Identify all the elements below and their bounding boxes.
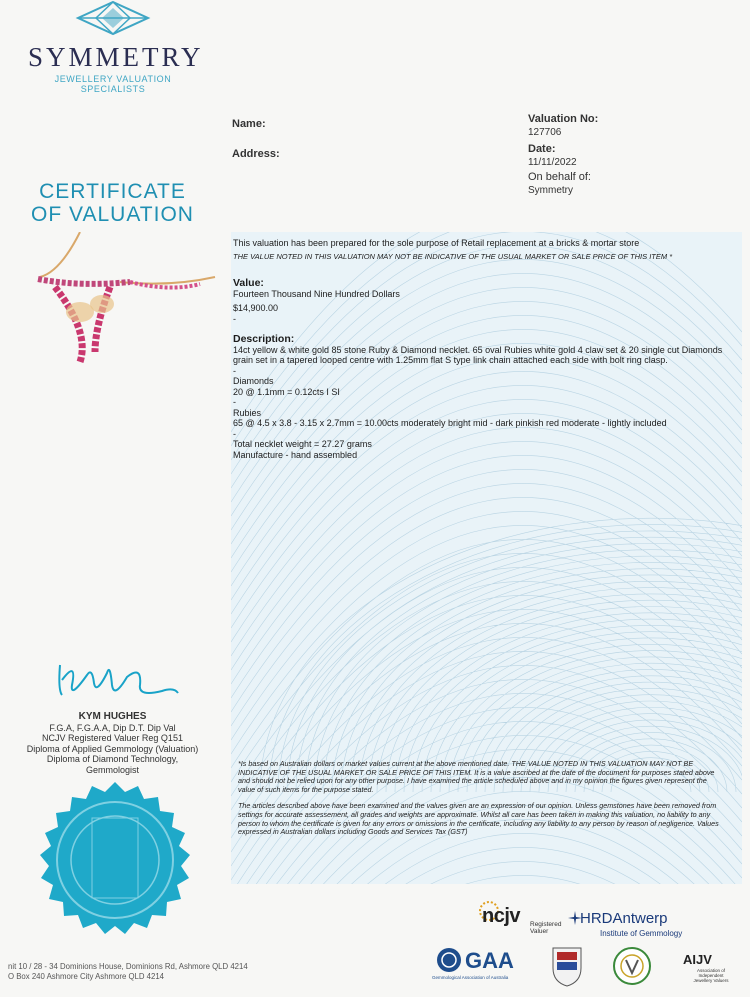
address-line: nit 10 / 28 - 34 Dominions House, Dominions Rd, Ashmore QLD 4214 xyxy=(8,962,248,971)
total-weight: Total necklet weight = 27.27 grams xyxy=(233,439,372,449)
date-label: Date: xyxy=(528,143,556,155)
valuer-line: NCJV Registered Valuer Reg Q151 xyxy=(42,733,183,743)
necklace-photo xyxy=(20,232,220,372)
diamonds-detail: 20 @ 1.1mm = 0.12cts I SI xyxy=(233,386,340,397)
seal-stamp-icon xyxy=(30,778,200,948)
gaa-globe-icon xyxy=(435,946,463,974)
footnotes xyxy=(238,760,720,845)
valuer-line: Gemmologist xyxy=(85,764,139,775)
valuation-no-label: Valuation No: xyxy=(528,113,599,125)
manufacture: Manufacture - hand assembled xyxy=(233,449,358,460)
dash: - xyxy=(233,313,236,324)
ncjv-logo: ncjv xyxy=(482,905,521,927)
rubies-detail: 65 @ 4.5 x 3.8 - 3.15 x 2.7mm = 10.00cts moderately bright mid - dark pinkish red moderate - lightly included xyxy=(233,418,667,428)
dash: - xyxy=(233,428,236,439)
on-behalf-value: Symmetry xyxy=(528,185,573,196)
valuer-line: F.G.A, F.G.A.A, Dip D.T. Dip Val xyxy=(49,722,176,733)
valuation-info xyxy=(528,113,598,197)
valuer-signature xyxy=(52,655,182,708)
valuer-line: Diploma of Diamond Technology, xyxy=(46,754,179,764)
address-label: Address: xyxy=(232,148,280,160)
rubies-label: Rubies xyxy=(233,407,262,418)
disclaimer-text: THE VALUE NOTED IN THIS VALUATION MAY NOT BE INDICATIVE OF THE USUAL MARKET OR SALE PRICE OF THIS ITEM * xyxy=(233,251,673,261)
certificate-title-line1: CERTIFICATE xyxy=(39,180,186,203)
dash: - xyxy=(233,365,236,376)
footnote-liability: The articles described above have been examined and the values given are an expression of our opinion. Unless gemstones have been removed from settings for accurate assessement, all grades and weights are approximate. Whilst all care has been taken in making this valuation, no liability to any person to whom the certificate is given for any errors or omissions in the certificate, including any liability to any person by reason of negligence. Values expressed in Australian dollars including Goods and Services Tax (GST) xyxy=(238,801,719,837)
aijv-sub-line: Jewellery Valuers xyxy=(693,978,729,983)
valuer-name: KYM HUGHES xyxy=(78,711,147,722)
name-label: Name: xyxy=(232,118,266,130)
value-amount: $14,900.00 xyxy=(233,303,279,313)
purpose-text: This valuation has been prepared for the sole purpose of Retail replacement at a bricks & mortar store xyxy=(233,238,640,248)
ruby-necklace-icon xyxy=(20,232,220,372)
valuation-no: 127706 xyxy=(528,127,562,138)
hrd-logo: HRDAntwerp xyxy=(580,910,668,927)
diamonds-label: Diamonds xyxy=(233,376,274,386)
symmetry-logo xyxy=(28,0,204,94)
gaa-logo: GAA xyxy=(465,948,514,973)
valuation-content xyxy=(233,238,738,460)
signature-icon xyxy=(52,655,182,703)
gaa-subtitle: Gemmological Association of Australia xyxy=(432,975,509,980)
v-badge-icon xyxy=(612,946,652,986)
aijv-sub-line: Independent xyxy=(698,973,724,978)
brand-name: SYMMETRY xyxy=(28,42,204,72)
aijv-sub-line: Association of xyxy=(696,968,725,973)
value-label: Value: xyxy=(233,277,264,289)
valuation-date: 11/11/2022 xyxy=(528,157,577,168)
certificate-title-line2: OF VALUATION xyxy=(31,203,194,226)
address-line: O Box 240 Ashmore City Ashmore QLD 4214 xyxy=(8,972,165,981)
description-label: Description: xyxy=(233,333,295,345)
ncjv-sub-line: Registered xyxy=(530,921,562,928)
description-text: 14ct yellow & white gold 85 stone Ruby & Diamond necklet. 65 oval Rubies white gold 4 claw set & 20 single cut Diamonds grain set in a tapered looped centre with 1.25mm flat S type link chain attached each side with bolt ring clasp. xyxy=(233,344,723,365)
value-words: Fourteen Thousand Nine Hundred Dollars xyxy=(233,288,400,299)
aijv-subtitle xyxy=(680,968,742,983)
ncjv-subtitle xyxy=(530,921,561,935)
ncjv-sub-line: Valuer xyxy=(530,928,549,935)
registration-seal xyxy=(30,778,200,948)
hrd-subtitle: Institute of Gemmology xyxy=(600,929,683,938)
valuer-line: Diploma of Applied Gemmology (Valuation) xyxy=(26,743,199,754)
valuer-credentials xyxy=(20,712,205,775)
brand-tagline: JEWELLERY VALUATION SPECIALISTS xyxy=(54,74,172,94)
client-fields xyxy=(232,118,280,178)
dash: - xyxy=(233,397,236,407)
diamond-logo-icon xyxy=(74,0,152,36)
crest-icon xyxy=(549,944,585,988)
company-address xyxy=(8,962,248,982)
footnote-market-value: *Is based on Australian dollars or market values current at the above mentioned date. THE VALUE NOTED IN THIS VALUATION MAY NOT BE INDICATIVE OF THE USUAL MARKET OR SALE PRICE OF THIS ITEM. It is a value ascribed at the date of the document for purposes stated above and should not be relied upon for any other purpose. I have examined the article scheduled above and in my opinion the figures given represent the value of such items for the purpose stated. xyxy=(238,759,715,794)
aijv-logo: AIJV xyxy=(683,952,712,967)
certificate-title xyxy=(20,180,205,226)
on-behalf-label: On behalf of: xyxy=(528,171,591,183)
